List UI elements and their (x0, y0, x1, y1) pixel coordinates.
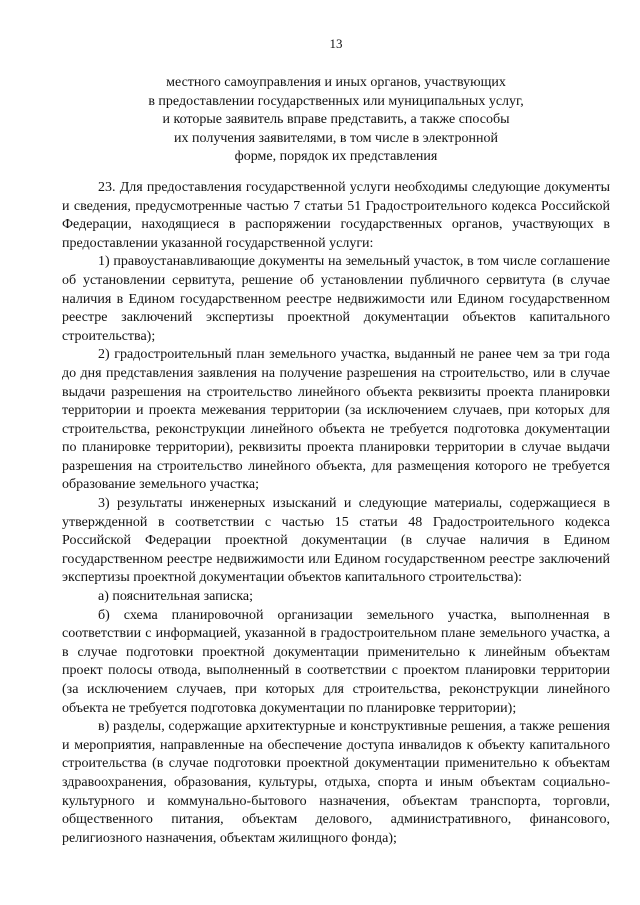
list-item-3: 3) результаты инженерных изысканий и следующие материалы, содержащиеся в утвержденной в соответствии с частью 15 статьи 48 Градостроительного кодекса Российской Федерации проектной документации (в случае наличия в Едином государственном реестре недвижимости или Едином государственном реестре заключений экспертизы проектной документации объектов капитального строительства): (62, 496, 610, 586)
sub-item-b: б) схема планировочной организации земельного участка, выполненная в соответствии с информацией, указанной в градостроительном плане земельного участка, а в случае подготовки проектной документации применительно к линейным объектам проект полосы отвода, выполненный в соответствии с проектом планировки территории (за исключением случаев, при которых для строительства, реконструкции линейного объекта не требуется подготовка документации по планировке территории); (62, 607, 610, 716)
paragraph-23: 23. Для предоставления государственной услуги необходимы следующие документы и сведения, предусмотренные частью 7 статьи 51 Градостроительного кодекса Российской Федерации, находящиеся в распоряжении государственных органов, участвующих в предоставлении указанной государственной услуги: (62, 179, 610, 251)
list-item-2: 2) градостроительный план земельного участка, выданный не ранее чем за три года до дня представления заявления на получение разрешения на строительство, или в случае выдачи разрешения на строительство линейного объекта реквизиты проекта планировки территории и проекта межевания территории (за исключением случаев, при которых для строительства, реконструкции линейного объекта не требуется подготовка документации по планировке территории), реквизиты проекта планировки территории в случае выдачи разрешения на строительство линейного объекта, для размещения которого не требуется образование земельного участка; (62, 347, 610, 493)
heading-line-1: местного самоуправления и иных органов, участвующих (166, 75, 506, 90)
page-number: 13 (329, 36, 343, 51)
heading-line-2: в предоставлении государственных или муниципальных услуг, (148, 93, 524, 109)
heading-line-3: и которые заявитель вправе представить, а также способы (162, 112, 510, 128)
body-text (62, 179, 610, 848)
heading-line-5: форме, порядок их представления (234, 149, 438, 165)
sub-item-a: а) пояснительная записка; (98, 589, 254, 605)
heading-line-4: их получения заявителями, в том числе в электронной (174, 130, 498, 146)
list-item-1: 1) правоустанавливающие документы на земельный участок, в том числе соглашение об установлении сервитута, решение об установлении публичного сервитута (в случае наличия в Едином государственном реестре недвижимости или Едином государственном реестре заключений экспертизы проектной документации объектов капитального строительства); (62, 254, 610, 344)
section-heading (62, 74, 610, 167)
sub-item-v: в) разделы, содержащие архитектурные и конструктивные решения, а также решения и мероприятия, направленные на обеспечение доступа инвалидов к объекту капитального строительства (в случае подготовки проектной документации применительно к объектам здравоохранения, образования, культуры, отдыха, спорта и иным объектам социально-культурного и коммунально-бытового назначения, объектам транспорта, торговли, общественного питания, объектам делового, административного, финансового, религиозного назначения, объектам жилищного фонда); (62, 719, 610, 846)
